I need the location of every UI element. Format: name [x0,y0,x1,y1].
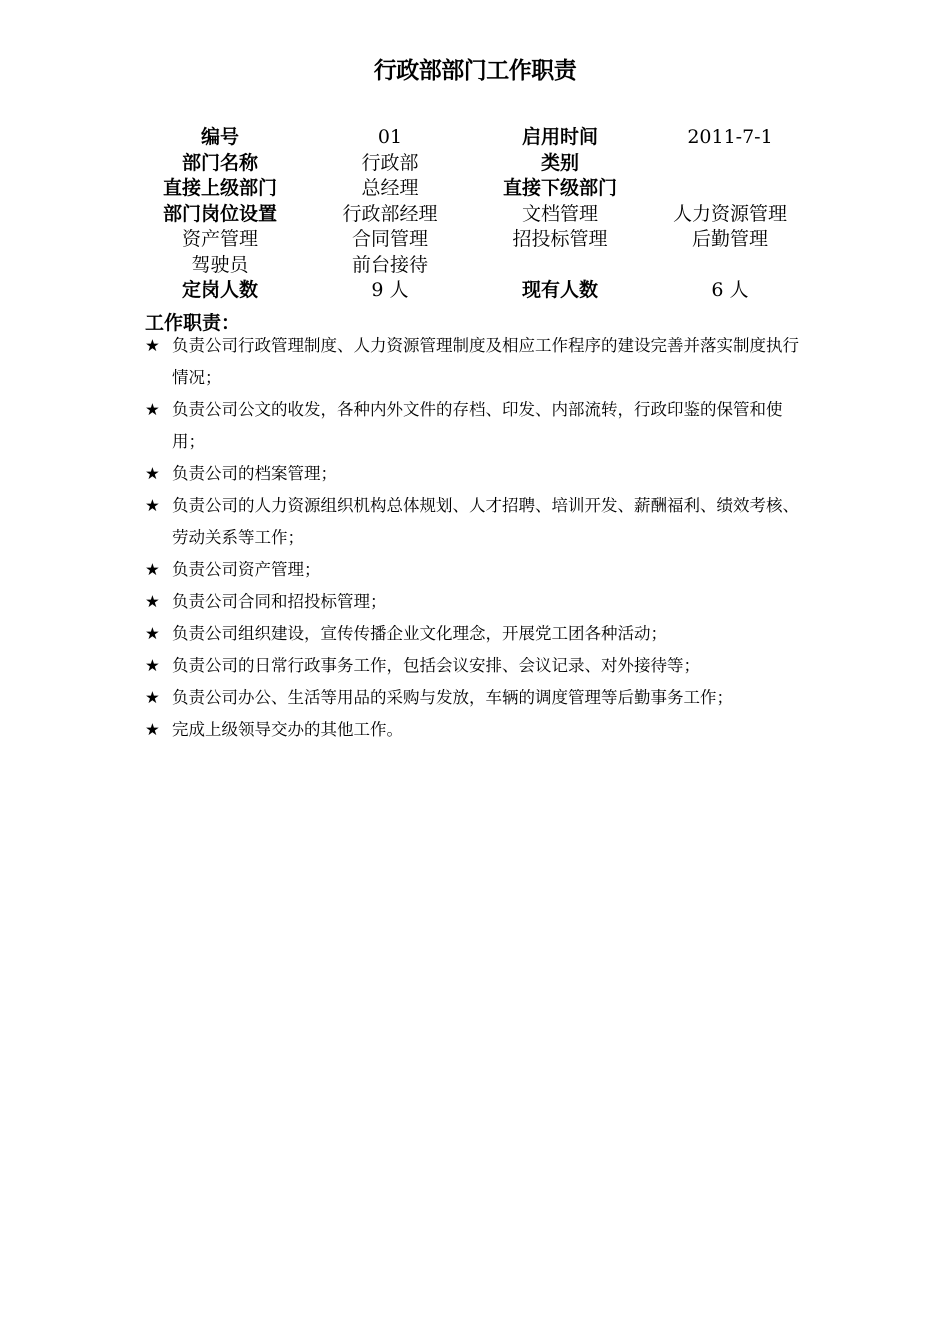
star-bullet-icon: ★ [145,688,160,707]
duty-item [145,714,810,746]
star-bullet-icon: ★ [145,496,160,515]
page-title: 行政部部门工作职责 [373,58,577,84]
info-value: 9 人 [371,279,409,301]
info-value: 资产管理 [181,228,258,250]
duty-item [145,650,810,682]
duty-item [145,554,810,586]
duty-item [145,618,810,650]
duties-heading: 工作职责： [145,312,241,334]
info-label: 定岗人数 [181,279,258,301]
star-bullet-icon: ★ [145,656,160,675]
star-bullet-icon: ★ [145,400,160,419]
info-row [135,278,815,304]
duty-text: 负责公司行政管理制度、人力资源管理制度及相应工作程序的建设完善并落实制度执行情况； [172,336,799,387]
star-bullet-icon: ★ [145,624,160,643]
info-value [645,253,815,279]
info-row [135,202,815,228]
info-row [135,125,815,151]
duty-item [145,490,810,554]
star-bullet-icon: ★ [145,560,160,579]
info-label: 类别 [540,151,579,174]
duty-text: 完成上级领导交办的其他工作。 [172,720,403,739]
info-value: 合同管理 [351,228,428,250]
info-value: 01 [377,126,403,148]
duty-item [145,682,810,714]
info-value [645,176,815,202]
info-value: 6 人 [711,279,749,301]
duty-text: 负责公司合同和招投标管理； [172,592,387,611]
star-bullet-icon: ★ [145,336,160,355]
duty-text: 负责公司组织建设，宣传传播企业文化理念，开展党工团各种活动； [172,624,667,643]
duties-list [145,330,810,746]
info-label: 直接下级部门 [502,177,617,199]
info-row [135,227,815,253]
duty-item [145,394,810,458]
info-row [135,253,815,279]
info-value: 行政部经理 [342,202,438,225]
info-value: 总经理 [361,177,419,199]
info-value [645,151,815,177]
info-value: 文档管理 [521,202,598,225]
duty-item [145,586,810,618]
info-row [135,176,815,202]
duty-item [145,330,810,394]
duty-item [145,458,810,490]
info-label: 启用时间 [521,126,598,148]
duty-text: 负责公司的日常行政事务工作，包括会议安排、会议记录、对外接待等； [172,656,700,675]
info-label: 直接上级部门 [162,177,277,199]
info-value [475,253,645,279]
duty-text: 负责公司公文的收发，各种内外文件的存档、印发、内部流转，行政印鉴的保管和使用； [172,400,783,451]
star-bullet-icon: ★ [145,592,160,611]
info-label: 部门名称 [181,151,258,174]
info-label: 部门岗位设置 [162,202,277,225]
info-value: 前台接待 [351,253,428,276]
department-info-table [135,125,815,304]
info-row [135,151,815,177]
info-value: 人力资源管理 [672,202,787,225]
star-bullet-icon: ★ [145,720,160,739]
info-value: 招投标管理 [512,228,608,250]
duty-text: 负责公司的档案管理； [172,464,337,483]
info-value: 行政部 [361,151,419,174]
star-bullet-icon: ★ [145,464,160,483]
info-value: 2011-7-1 [687,126,773,148]
info-value: 后勤管理 [691,228,768,250]
info-value: 驾驶员 [191,253,249,276]
duty-text: 负责公司办公、生活等用品的采购与发放，车辆的调度管理等后勤事务工作； [172,688,733,707]
duty-text: 负责公司资产管理； [172,560,321,579]
info-label: 编号 [200,126,239,148]
info-label: 现有人数 [521,279,598,301]
duty-text: 负责公司的人力资源组织机构总体规划、人才招聘、培训开发、薪酬福利、绩效考核、劳动关系等工作； [172,496,799,547]
